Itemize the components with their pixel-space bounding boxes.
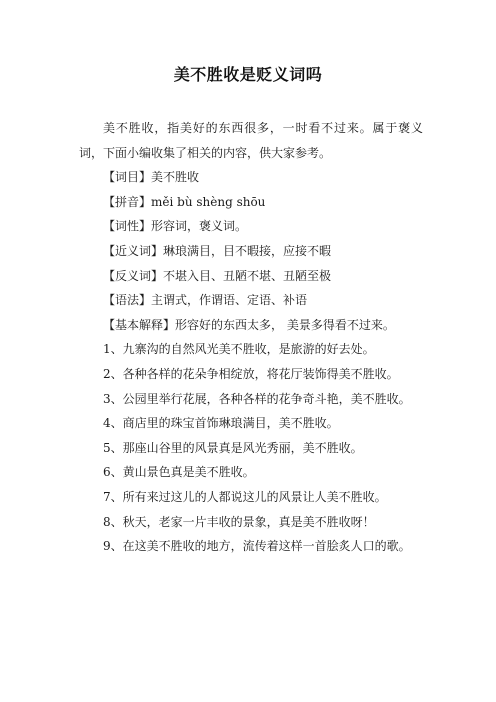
example-sentence-6: 6、黄山景色真是美不胜收。 bbox=[103, 465, 255, 480]
intro-paragraph: 美不胜收，指美好的东西很多，一时看不过来。属于褒义词，下面小编收集了相关的内容，供大家参考。 bbox=[79, 121, 423, 160]
field-part-of-speech: 【词性】形容词，褒义词。 bbox=[103, 219, 248, 234]
example-sentence-9: 9、在这美不胜收的地方，流传着这样一首脍炙人口的歌。 bbox=[103, 539, 411, 554]
example-sentence-7: 7、所有来过这儿的人都说这儿的风景让人美不胜收。 bbox=[103, 489, 387, 504]
example-sentence-4: 4、商店里的珠宝首饰琳琅满目，美不胜收。 bbox=[103, 416, 339, 431]
field-synonyms: 【近义词】琳琅满目，目不暇接，应接不暇 bbox=[103, 243, 332, 258]
field-antonyms: 【反义词】不堪入目、丑陋不堪、丑陋至极 bbox=[103, 268, 332, 283]
field-pinyin: 【拼音】měi bù shèng shōu bbox=[103, 194, 266, 209]
example-sentence-8: 8、秋天，老家一片丰收的景象，真是美不胜收呀！ bbox=[103, 514, 375, 529]
example-sentence-5: 5、那座山谷里的风景真是风光秀丽，美不胜收。 bbox=[103, 440, 363, 455]
field-basic-meaning: 【基本解释】形容好的东西太多， 美景多得看不过来。 bbox=[103, 317, 395, 332]
field-grammar: 【语法】主谓式，作谓语、定语、补语 bbox=[103, 293, 308, 308]
page-title: 美不胜收是贬义词吗 bbox=[173, 65, 323, 84]
document-body bbox=[79, 116, 423, 559]
example-sentence-2: 2、各种各样的花朵争相绽放，将花厅装饰得美不胜收。 bbox=[103, 366, 399, 381]
field-entry-word: 【词目】美不胜收 bbox=[103, 170, 200, 185]
example-sentence-1: 1、九寨沟的自然风光美不胜收，是旅游的好去处。 bbox=[103, 342, 375, 357]
example-sentence-3: 3、公园里举行花展，各种各样的花争奇斗艳，美不胜收。 bbox=[103, 391, 411, 406]
